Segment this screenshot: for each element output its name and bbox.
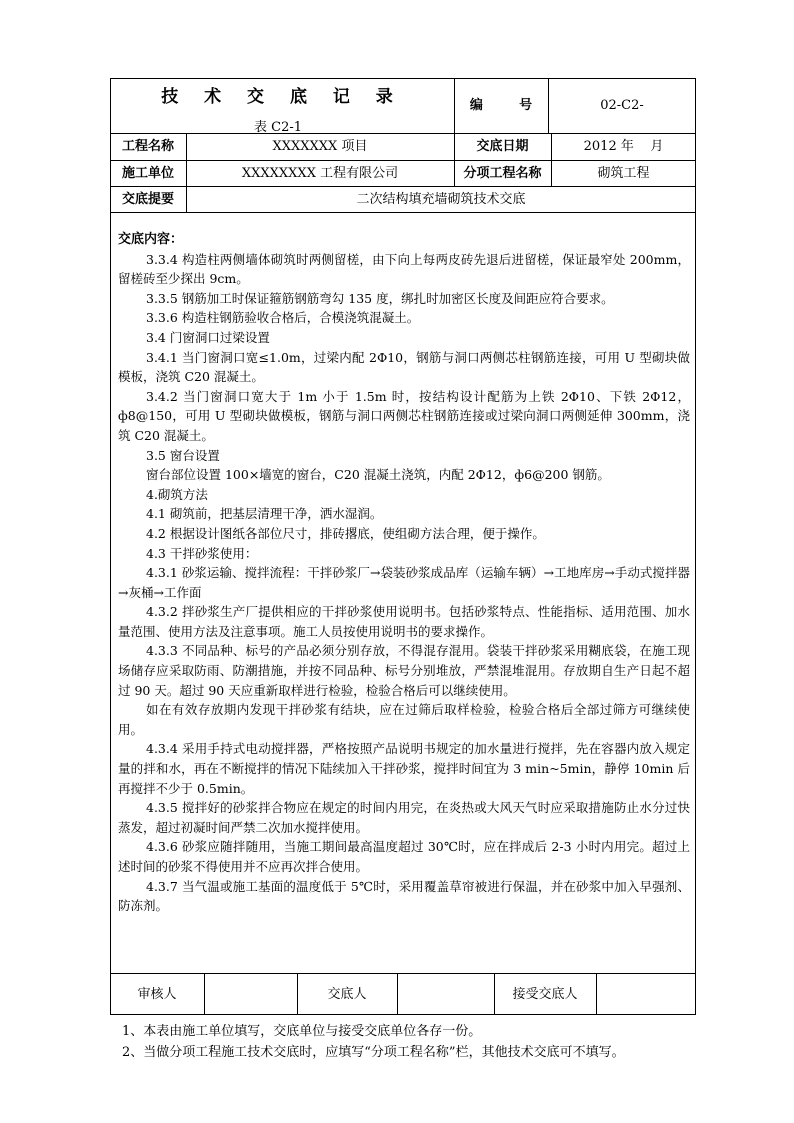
content-paragraph: 3.5 窗台设置 — [146, 447, 220, 463]
sub-project-value: 砌筑工程 — [597, 165, 650, 181]
content-paragraph: 4.3.4 采用手持式电动搅拌器，严格按照产品说明书规定的加水量进行搅拌，先在容器内放入规定量的拌和水，再在不断搅拌的情况下陆续加入干拌砂浆，搅拌时间宜为 3 min~5min，静停 10min 后再搅拌不少于 0.5min。 — [118, 741, 690, 796]
footnote: 1、本表由施工单位填写，交底单位与接受交底单位各存一份。 — [122, 1024, 482, 1039]
number-label: 编 号 — [469, 98, 533, 113]
project-name-label: 工程名称 — [121, 139, 174, 154]
content-paragraph: 4.1 砌筑前，把基层清理干净，洒水湿润。 — [146, 506, 383, 522]
unit-value: XXXXXXXX 工程有限公司 — [241, 165, 399, 181]
summary-value: 二次结构填充墙砌筑技术交底 — [356, 191, 526, 207]
disclosure-content — [118, 230, 690, 916]
sub-project-label: 分项工程名称 — [463, 165, 542, 181]
date-value: 2012 年 月 — [583, 139, 664, 154]
content-paragraph: 3.4.2 当门窗洞口宽大于 1m 小于 1.5m 时，按结构设计配筋为上铁 2Φ10、下铁 2Φ12，ф8@150，可用 U 型砌块做模板，钢筋与洞口两侧芯柱钢筋连接或过梁向洞口两侧延伸 300mm，浇筑 C20 混凝土。 — [118, 388, 690, 443]
content-paragraph: 4.3.3 不同品种、标号的产品必须分别存放，不得混存混用。袋装干拌砂浆采用糊底袋，在施工现场储存应采取防雨、防潮措施，并按不同品种、标号分别堆放，严禁混堆混用。存放期自生产日起不超过 90 天。超过 90 天应重新取样进行检验，检验合格后可以继续使用。 — [118, 643, 690, 698]
content-paragraph: 如在有效存放期内发现干拌砂浆有结块，应在过筛后取样检验，检验合格后全部过筛方可继续使用。 — [118, 702, 690, 737]
content-paragraph: 4.3.5 搅拌好的砂浆拌合物应在规定的时间内用完，在炎热或大风天气时应采取措施防止水分过快蒸发，超过初凝时间严禁二次加水搅拌使用。 — [118, 800, 690, 835]
content-paragraph: 4.3.6 砂浆应随拌随用，当施工期间最高温度超过 30℃时，应在拌成后 2-3 小时内用完。超过上述时间的砂浆不得使用并不应再次拌合使用。 — [118, 839, 690, 874]
receiver-label: 接受交底人 — [512, 986, 578, 1002]
content-paragraph: 3.3.5 钢筋加工时保证箍筋钢筋弯勾 135 度，绑扎时加密区长度及间距应符合要求。 — [146, 290, 614, 306]
content-paragraph: 4.2 根据设计图纸各部位尺寸，排砖撂底，使组砌方法合理，便于操作。 — [146, 525, 545, 541]
content-paragraph: 窗台部位设置 100×墙宽的窗台，C20 混凝土浇筑，内配 2Φ12，ф6@200 钢筋。 — [146, 467, 610, 483]
content-paragraph: 3.3.6 构造柱钢筋验收合格后，合模浇筑混凝土。 — [146, 310, 420, 326]
content-paragraph: 4.砌筑方法 — [146, 486, 208, 502]
unit-label: 施工单位 — [121, 165, 174, 181]
number-value: 02-C2- — [600, 98, 644, 113]
content-paragraph: 4.3.2 拌砂浆生产厂提供相应的干拌砂浆使用说明书。包括砂浆特点、性能指标、适用范围、加水量范围、使用方法及注意事项。施工人员按使用说明书的要求操作。 — [118, 604, 690, 639]
content-paragraph: 4.3.7 当气温或施工基面的温度低于 5℃时，采用覆盖草帘被进行保温，并在砂浆中加入早强剂、防冻剂。 — [118, 878, 690, 914]
project-name-value: XXXXXXX 项目 — [272, 139, 368, 154]
receiver-signature-field[interactable] — [596, 973, 696, 1015]
content-paragraph: 3.3.4 构造柱两侧墙体砌筑时两侧留槎，由下向上每两皮砖先退后进留槎，保证最窄处 200mm，留槎砖至少探出 9cm。 — [118, 251, 690, 287]
content-paragraph: 3.4.1 当门窗洞口宽≤1.0m，过梁内配 2Φ10，钢筋与洞口两侧芯柱钢筋连接，可用 U 型砌块做模板，浇筑 C20 混凝土。 — [118, 349, 690, 385]
form-title: 技 术 交 底 记 录 — [161, 87, 403, 107]
content-paragraph: 3.4 门窗洞口过梁设置 — [146, 329, 270, 345]
reviewer-signature-field[interactable] — [204, 973, 297, 1015]
summary-label: 交底提要 — [121, 191, 174, 207]
footnote: 2、当做分项工程施工技术交底时，应填写“分项工程名称”栏，其他技术交底可不填写。 — [122, 1045, 625, 1060]
discloser-label: 交底人 — [327, 986, 367, 1002]
content-heading: 交底内容： — [118, 232, 184, 247]
discloser-signature-field[interactable] — [397, 973, 494, 1015]
content-paragraph: 4.3.1 砂浆运输、搅拌流程：干拌砂浆厂→袋装砂浆成品库（运输车辆）→工地库房→手动式搅拌器→灰桶→工作面 — [118, 565, 690, 600]
reviewer-label: 审核人 — [137, 986, 177, 1002]
form-number: 表 C2-1 — [254, 120, 303, 135]
date-label: 交底日期 — [476, 139, 529, 154]
content-paragraph: 4.3 干拌砂浆使用： — [146, 545, 258, 561]
row-divider — [110, 212, 696, 213]
